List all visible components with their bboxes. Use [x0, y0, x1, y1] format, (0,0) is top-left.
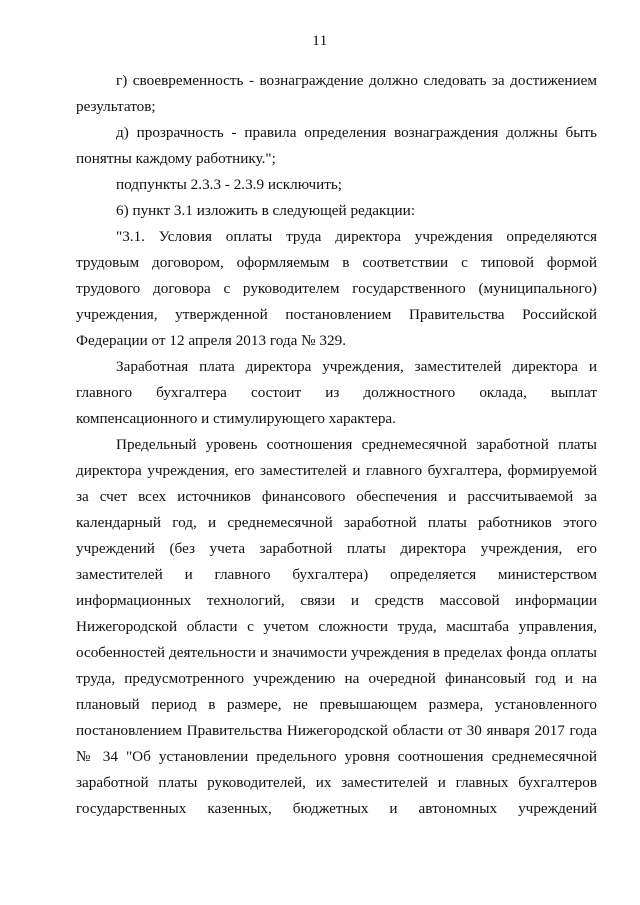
document-body — [76, 68, 597, 822]
paragraph-item-d: д) прозрачность - правила определения вознаграждения должны быть понятны каждому работнику."; — [76, 124, 597, 167]
paragraph-ratio-limit: Предельный уровень соотношения среднемесячной заработной платы директора учреждения, его заместителей и главного бухгалтера, формируемой за счет всех источников финансового обеспечения и рассчитываемой за календарный год, и среднемесячной заработной платы работников этого учреждений (без учета заработной платы директора учреждения, его заместителей и главного бухгалтера) определяется министерством информационных технологий, связи и средств массовой информации Нижегородской области с учетом сложности труда, масштаба управления, особенностей деятельности и значимости учреждения в пределах фонда оплаты труда, предусмотренного учреждению на очередной финансовый год и на плановый период в размере, не превышающем размера, установленного постановлением Правительства Нижегородской области от 30 января 2017 года № 34 "Об установлении предельного уровня соотношения среднемесячной заработной платы руководителей, их заместителей и главных бухгалтеров государственных казенных, бюджетных и автономных учреждений — [76, 436, 597, 817]
paragraph-item-g: г) своевременность - вознаграждение должно следовать за достижением результатов; — [76, 72, 597, 115]
paragraph-salary: Заработная плата директора учреждения, заместителей директора и главного бухгалтера состоит из должностного оклада, выплат компенсационного и стимулирующего характера. — [76, 358, 597, 427]
paragraph-exclude-subitems: подпункты 2.3.3 - 2.3.9 исключить; — [116, 176, 343, 193]
paragraph-item-6: 6) пункт 3.1 изложить в следующей редакции: — [116, 202, 416, 219]
page-number: 11 — [312, 33, 328, 49]
paragraph-clause-3-1: "3.1. Условия оплаты труда директора учреждения определяются трудовым договором, оформляемым в соответствии с типовой формой трудового договора с руководителем государственного (муниципального) учреждения, утвержденной постановлением Правительства Российской Федерации от 12 апреля 2013 года № 329. — [76, 228, 597, 349]
